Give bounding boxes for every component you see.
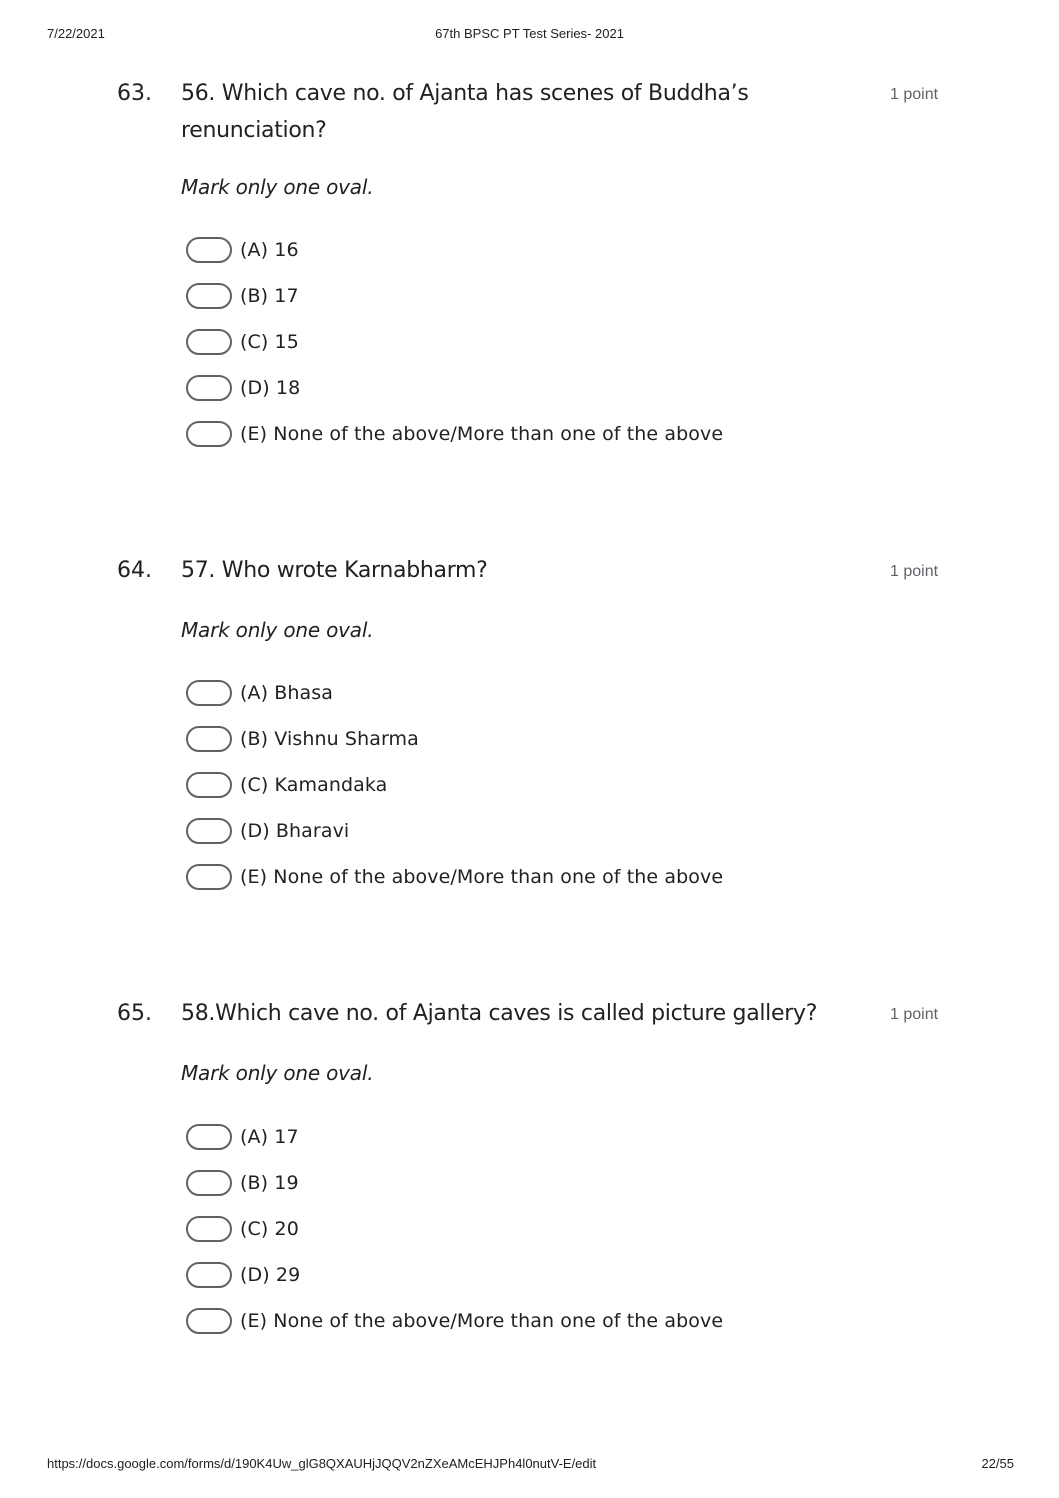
radio-oval[interactable] xyxy=(186,726,232,752)
option-c[interactable] xyxy=(186,762,723,808)
option-b[interactable] xyxy=(186,1160,723,1206)
question-instruction: Mark only one oval. xyxy=(181,175,374,199)
radio-oval[interactable] xyxy=(186,1216,232,1242)
option-d[interactable] xyxy=(186,365,723,411)
question-number: 63. xyxy=(117,81,152,106)
option-label: (E) None of the above/More than one of the above xyxy=(240,1310,724,1332)
print-title: 67th BPSC PT Test Series- 2021 xyxy=(435,26,624,41)
option-label: (B) Vishnu Sharma xyxy=(240,728,419,750)
radio-oval[interactable] xyxy=(186,283,232,309)
option-list xyxy=(186,1114,723,1344)
question-points: 1 point xyxy=(890,86,939,103)
option-list xyxy=(186,227,723,457)
option-e[interactable] xyxy=(186,1298,723,1344)
option-label: (A) 17 xyxy=(240,1126,299,1148)
option-label: (A) Bhasa xyxy=(240,682,334,704)
option-a[interactable] xyxy=(186,227,723,273)
radio-oval[interactable] xyxy=(186,329,232,355)
question-text: 56. Which cave no. of Ajanta has scenes of Buddha’s renunciation? xyxy=(181,81,749,143)
option-d[interactable] xyxy=(186,808,723,854)
question-instruction: Mark only one oval. xyxy=(181,1061,374,1085)
print-url: https://docs.google.com/forms/d/190K4Uw_glG8QXAUHjJQQV2nZXeAMcEHJPh4l0nutV-E/edit xyxy=(47,1456,597,1471)
option-b[interactable] xyxy=(186,273,723,319)
option-b[interactable] xyxy=(186,716,723,762)
option-a[interactable] xyxy=(186,670,723,716)
radio-oval[interactable] xyxy=(186,1308,232,1334)
radio-oval[interactable] xyxy=(186,1170,232,1196)
option-label: (D) 18 xyxy=(240,377,301,399)
option-a[interactable] xyxy=(186,1114,723,1160)
question-number: 65. xyxy=(117,1001,152,1026)
option-label: (D) Bharavi xyxy=(240,820,350,842)
radio-oval[interactable] xyxy=(186,375,232,401)
question-number: 64. xyxy=(117,558,152,583)
radio-oval[interactable] xyxy=(186,772,232,798)
radio-oval[interactable] xyxy=(186,680,232,706)
option-label: (B) 19 xyxy=(240,1172,299,1194)
page-counter: 22/55 xyxy=(981,1456,1014,1471)
option-label: (B) 17 xyxy=(240,285,299,307)
print-date: 7/22/2021 xyxy=(47,26,105,41)
question-text: 58.Which cave no. of Ajanta caves is called picture gallery? xyxy=(181,1001,818,1026)
radio-oval[interactable] xyxy=(186,864,232,890)
radio-oval[interactable] xyxy=(186,421,232,447)
option-label: (D) 29 xyxy=(240,1264,301,1286)
radio-oval[interactable] xyxy=(186,237,232,263)
option-e[interactable] xyxy=(186,411,723,457)
radio-oval[interactable] xyxy=(186,818,232,844)
option-label: (C) 15 xyxy=(240,331,299,353)
radio-oval[interactable] xyxy=(186,1262,232,1288)
option-label: (E) None of the above/More than one of the above xyxy=(240,866,724,888)
radio-oval[interactable] xyxy=(186,1124,232,1150)
question-instruction: Mark only one oval. xyxy=(181,618,374,642)
option-c[interactable] xyxy=(186,1206,723,1252)
option-list xyxy=(186,670,723,900)
option-label: (A) 16 xyxy=(240,239,299,261)
question-points: 1 point xyxy=(890,563,939,580)
option-d[interactable] xyxy=(186,1252,723,1298)
question-points: 1 point xyxy=(890,1006,939,1023)
option-e[interactable] xyxy=(186,854,723,900)
question-text: 57. Who wrote Karnabharm? xyxy=(181,558,488,583)
option-c[interactable] xyxy=(186,319,723,365)
option-label: (C) Kamandaka xyxy=(240,774,388,796)
option-label: (E) None of the above/More than one of the above xyxy=(240,423,724,445)
option-label: (C) 20 xyxy=(240,1218,299,1240)
